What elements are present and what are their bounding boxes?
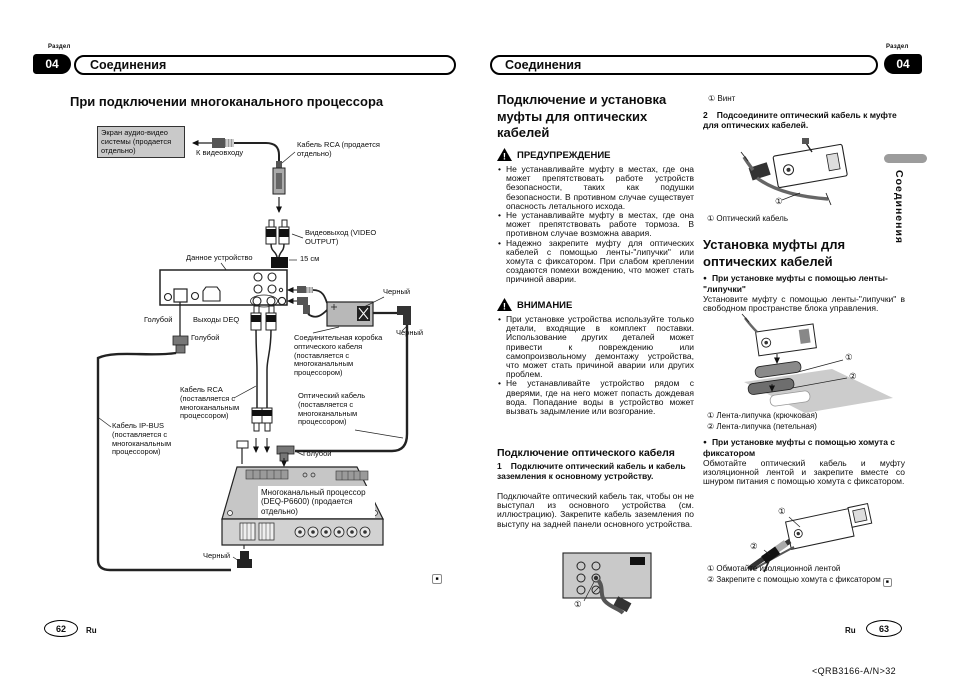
step1-number: 1: [497, 461, 502, 471]
clamp-fix-note: [707, 575, 892, 587]
caution-title: ВНИМАНИЕ: [517, 300, 573, 311]
ip-bus-cable-label: Кабель IP-BUS (поставляется с многоканальным процессором): [112, 421, 172, 457]
sidebar-tab-label: Соединения: [893, 170, 905, 245]
warning-header: [497, 148, 611, 161]
warning-icon: [497, 148, 512, 161]
velcro-illustration-callout-1: ①: [845, 352, 853, 362]
optical-cable-note: ① Оптический кабель: [707, 214, 788, 223]
print-code: <QRB3166-A/N>32: [812, 666, 897, 676]
blue-bottom-label: Голубой: [303, 449, 332, 458]
clamp-title: ● При установке муфты с помощью хомута с фиксатором: [703, 438, 905, 458]
rca-cable-sold-label: Кабель RCA (продается отдельно): [297, 140, 380, 158]
sidebar-tab-bar: [884, 154, 927, 163]
optical-connection-heading: Подключение оптического кабеля: [497, 447, 675, 459]
clamp-tape-note: ① Обмотайте изоляционной лентой: [707, 564, 841, 573]
left-section-label: Раздел: [48, 44, 71, 50]
velcro-illustration-callout-2: ②: [849, 371, 857, 381]
caution-list: [497, 315, 694, 416]
caution-item: • Не устанавливайте устройство рядом с дверями, где на него может попасть дождевая вода. Попадание воды в устройство может вызвать задымление или возгорание.: [497, 379, 694, 416]
install-heading: Установка муфты для оптических кабелей: [703, 237, 846, 269]
step1-body: Подключайте оптический кабель так, чтобы он не выступал из основного устройства (см. иллюстрацию). Закрепите кабель заземления по выступу на задней панели основного устройства.: [497, 491, 694, 529]
velcro-body: Установите муфту с помощью ленты-"липучки" в свободном пространстве блока управления.: [703, 294, 905, 314]
velcro-title: ● При установке муфты с помощью ленты-"липучки": [703, 274, 905, 294]
length-15cm-label: 15 см: [300, 254, 320, 263]
illus-clamp: [749, 504, 874, 572]
screw-note: ① Винт: [708, 94, 736, 103]
right-section-label: Раздел: [886, 44, 909, 50]
right-section-number-badge: 04: [884, 54, 922, 74]
blue-left-label: Голубой: [144, 315, 173, 324]
left-banner-title: Соединения: [74, 55, 456, 75]
rca-cable-supplied-label: Кабель RCA (поставляется с многоканальным процессором): [180, 385, 240, 421]
screen-box-label: Экран аудио-видео системы (продается отдельно): [97, 126, 185, 158]
warning-icon: [497, 298, 512, 311]
svg-text:!: !: [502, 301, 507, 311]
left-page-heading: При подключении многоканального процессора: [70, 94, 384, 109]
warning-item: • Не устанавливайте муфту в местах, где она может препятствовать работе тормоза. В противном случае возможна авария.: [497, 211, 694, 239]
step2-number: 2: [703, 110, 708, 120]
left-lang-label: Ru: [86, 626, 97, 635]
black-top-label: Черный: [383, 287, 411, 296]
ground-illustration-callout-1: ①: [574, 599, 582, 609]
warning-item: • Не устанавливайте муфту в местах, где она может препятствовать работе устройств безопасности, таких как подушки безопасности. В противном случае существует опасность летального исхода.: [497, 165, 694, 211]
video-output-label: Видеовыход (VIDEO OUTPUT): [305, 228, 377, 246]
step1-text: Подключите оптический кабель и кабель заземления к основному устройству.: [497, 461, 686, 481]
warning-title: ПРЕДУПРЕЖДЕНИЕ: [517, 150, 611, 161]
left-section-number-badge: 04: [33, 54, 71, 74]
optical-cable-label: Оптический кабель (поставляется с многоканальным процессором): [298, 391, 366, 427]
velcro-loop-note: ② Лента-липучка (петельная): [707, 422, 817, 431]
to-video-input-label: К видеовходу: [196, 148, 244, 157]
coupler-illustration-callout-1: ①: [775, 196, 783, 206]
right-page-number: 63: [866, 620, 902, 637]
clamp-fix-note-text: ② Закрепите с помощью хомута с фиксатором: [707, 575, 881, 584]
illus-optical-to-coupler: [741, 138, 847, 205]
warning-item: • Надежно закрепите муфту для оптических кабелей с помощью ленты-"липучки" или хомута с фиксатором. При слабом креплении создаются помехи вождению, что может стать причиной аварии.: [497, 239, 694, 285]
caution-item: • При установке устройства используйте только детали, входящие в комплект поставки. Использование других деталей может привести к повреждению или самопроизвольному демонтажу устройства, что может стать причиной аварии или других проблем.: [497, 315, 694, 379]
svg-text:!: !: [502, 151, 507, 161]
warning-list: [497, 165, 694, 285]
blue-mid-label: Голубой: [191, 333, 220, 342]
illus-velcro: [742, 314, 893, 413]
this-unit-label: Данное устройство: [186, 253, 253, 262]
black-right-label: Черный: [396, 328, 424, 337]
left-page-number: 62: [44, 620, 78, 637]
clamp-illustration-callout-1: ①: [778, 506, 786, 516]
left-end-marker: ■: [432, 574, 442, 584]
velcro-hook-note: ① Лента-липучка (крючковая): [707, 411, 818, 420]
clamp-illustration-callout-2: ②: [750, 541, 758, 551]
step2-text: Подсоедините оптический кабель к муфте для оптических кабелей.: [703, 110, 897, 130]
step2-title: [703, 111, 905, 130]
step1-title: [497, 462, 694, 481]
black-bottom-label: Черный: [203, 551, 231, 560]
deq-outputs-label: Выходы DEQ: [193, 315, 240, 324]
processor-label: Многоканальный процессор (DEQ-P6600) (продается отдельно): [258, 486, 375, 518]
clamp-body: Обмотайте оптический кабель и муфту изоляционной лентой и закрепите вместе со шнуром питания с помощью хомута с фиксатором.: [703, 458, 905, 487]
right-lang-label: Ru: [845, 626, 856, 635]
junction-box-label: Соединительная коробка оптического кабеля (поставляется с многоканальным процессором): [294, 333, 383, 378]
right-page-heading: Подключение и установка муфты для оптических кабелей: [497, 92, 667, 140]
caution-header: [497, 298, 572, 311]
right-end-marker: ■: [883, 578, 892, 587]
right-banner-title: Соединения: [490, 55, 878, 75]
